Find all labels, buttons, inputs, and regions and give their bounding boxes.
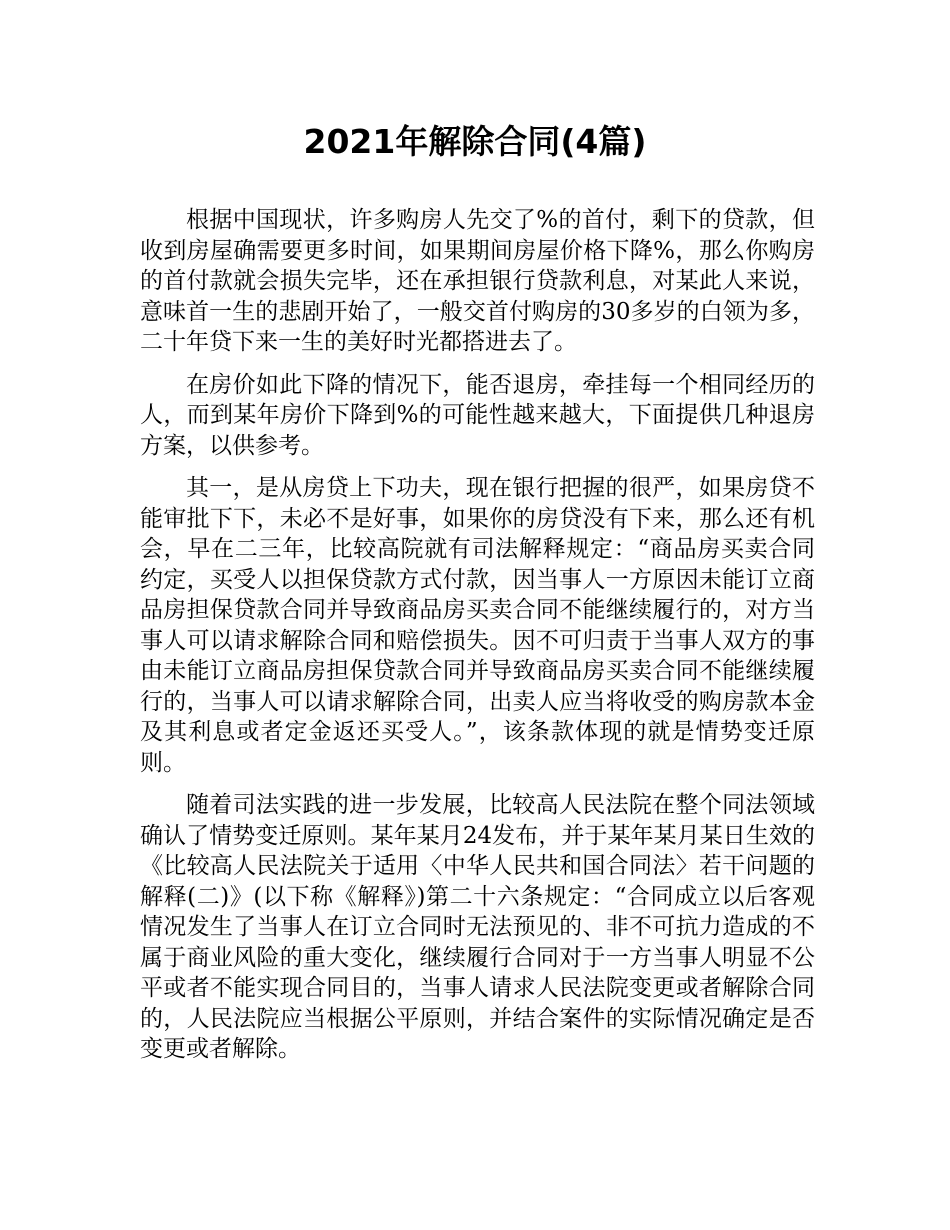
document-title: 2021年解除合同(4篇)	[303, 122, 647, 161]
paragraph-4: 随着司法实践的进一步发展，比较高人民法院在整个同法领域确认了情势变迁原则。某年某月24发布，并于某年某月某日生效的《比较高人民法院关于适用〈中华人民共和国合同法〉若干问题的解释(二)》(以下称《解释》)第二十六条规定：“合同成立以后客观情况发生了当事人在订立合同时无法预见的、非不可抗力造成的不属于商业风险的重大变化，继续履行合同对于一方当事人明显不公平或者不能实现合同目的，当事人请求人民法院变更或者解除合同的，人民法院应当根据公平原则，并结合案件的实际情况确定是否变更或者解除。	[140, 792, 815, 1062]
paragraph-2: 在房价如此下降的情况下，能否退房，牵挂每一个相同经历的人，而到某年房价下降到%的可能性越来越大，下面提供几种退房方案，以供参考。	[140, 371, 815, 459]
document-body	[140, 205, 815, 1077]
paragraph-3: 其一，是从房贷上下功夫，现在银行把握的很严，如果房贷不能审批下下，未必不是好事，如果你的房贷没有下来，那么还有机会，早在二三年，比较高院就有司法解释规定：“商品房买卖合同约定，买受人以担保贷款方式付款，因当事人一方原因未能订立商品房担保贷款合同并导致商品房买卖合同不能继续履行的，对方当事人可以请求解除合同和赔偿损失。因不可归责于当事人双方的事由未能订立商品房担保贷款合同并导致商品房买卖合同不能继续履行的，当事人可以请求解除合同，出卖人应当将收受的购房款本金及其利息或者定金返还买受人。”，该条款体现的就是情势变迁原则。	[140, 475, 815, 776]
paragraph-1: 根据中国现状，许多购房人先交了%的首付，剩下的贷款，但收到房屋确需要更多时间，如果期间房屋价格下降%，那么你购房的首付款就会损失完毕，还在承担银行贷款利息，对某此人来说，意味首一生的悲剧开始了，一般交首付购房的30多岁的白领为多，二十年贷下来一生的美好时光都搭进去了。	[140, 207, 815, 355]
